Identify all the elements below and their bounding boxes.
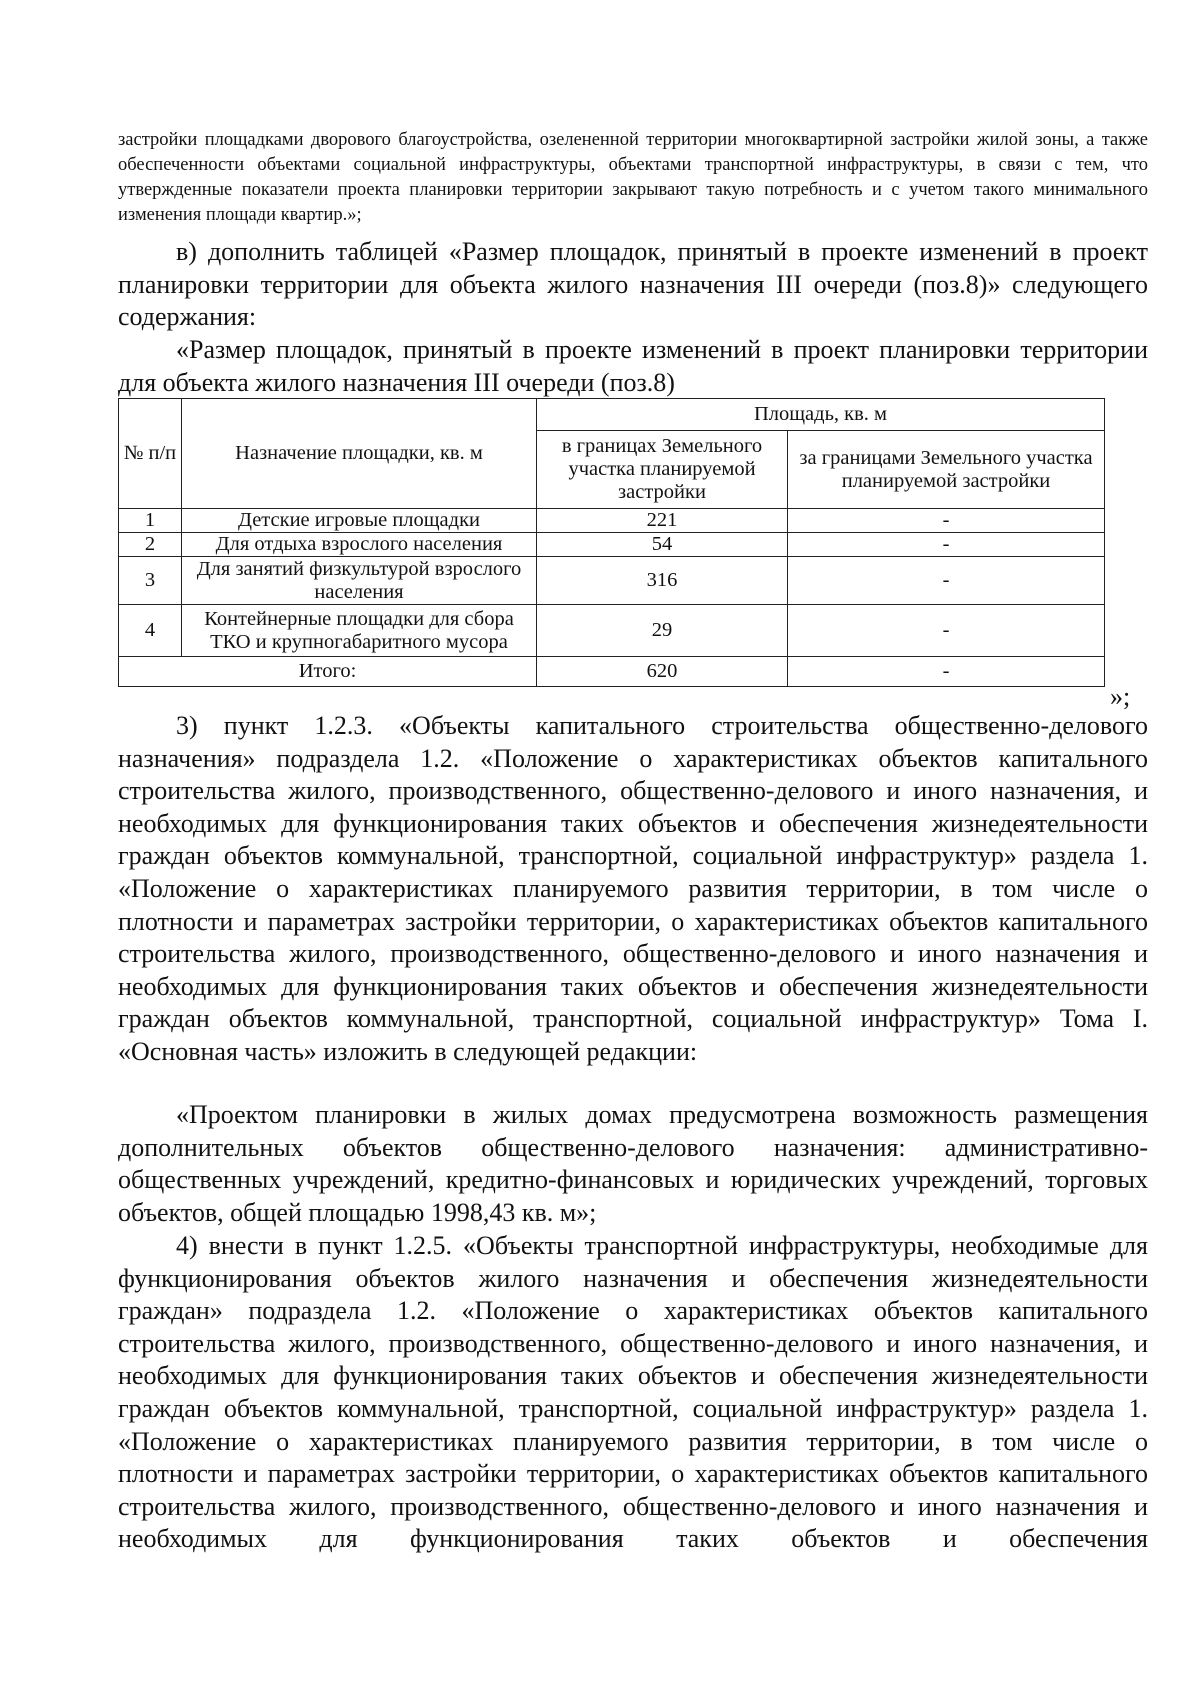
total-outside: - (788, 657, 1105, 687)
item-4-paragraph: 4) внести в пункт 1.2.5. «Объекты транспортной инфраструктуры, необходимые для функционирования объектов жилого назначения и обеспечения жизнедеятельности граждан» подраздела 1.2. «Положение о характеристиках объектов капитального строительства жилого, производственного, общественно-делового и иного назначения, и необходимых для функционирования таких объектов и обеспечения жизнедеятельности граждан объектов коммунальной, транспортной, социальной инфраструктур» раздела 1. «Положение о характеристиках планируемого развития территории, в том числе о плотности и параметрах застройки территории, о характеристиках объектов капитального строительства жилого, производственного, общественно-делового и иного назначения и необходимых для функционирования таких объектов и обеспечения (118, 1231, 1148, 1554)
header-area: Площадь, кв. м (537, 399, 1105, 431)
row-number: 3 (119, 557, 182, 605)
top-paragraph: застройки площадками дворового благоустройства, озелененной территории многоквартирной застройки жилой зоны, а также обеспеченности объектами социальной инфраструктуры, объектами транспортной инфраструктуры, в связи с тем, что утвержденные показатели проекта планировки территории закрывают такую потребность и с учетом такого минимального изменения площади квартир.»; (118, 130, 1148, 225)
row-number: 2 (119, 533, 182, 557)
table-total-row (119, 657, 1105, 687)
item-3-paragraph: 3) пункт 1.2.3. «Объекты капитального строительства общественно-делового назначения» подраздела 1.2. «Положение о характеристиках объектов капитального строительства жилого, производственного, общественно-делового и иного назначения, и необходимых для функционирования таких объектов и обеспечения жизнедеятельности граждан объектов коммунальной, транспортной, социальной инфраструктур» раздела 1. «Положение о характеристиках планируемого развития территории, в том числе о плотности и параметрах застройки территории, о характеристиках объектов капитального строительства жилого, производственного, общественно-делового и иного назначения и необходимых для функционирования таких объектов и обеспечения жизнедеятельности граждан объектов коммунальной, транспортной, социальной инфраструктур» Тома I. «Основная часть» изложить в следующей редакции: (118, 711, 1148, 1066)
item-v-paragraph: в) дополнить таблицей «Размер площадок, принятый в проекте изменений в проект планировки территории для объекта жилого назначения III очереди (поз.8)» следующего содержания: (118, 237, 1148, 332)
table-header-row (119, 399, 1105, 431)
quote-3-paragraph: «Проектом планировки в жилых домах предусмотрена возможность размещения дополнительных объектов общественно-делового назначения: административно-общественных учреждений, кредитно-финансовых и юридических учреждений, торговых объектов, общей площадью 1998,43 кв. м»; (118, 1100, 1148, 1227)
row-outside: - (788, 533, 1105, 557)
header-number: № п/п (119, 399, 182, 509)
total-label: Итого: (119, 657, 537, 687)
row-outside: - (788, 605, 1105, 657)
table-row (119, 605, 1105, 657)
sites-table (118, 398, 1105, 687)
header-inside: в границах Земельного участка планируемой застройки (537, 431, 788, 509)
row-outside: - (788, 509, 1105, 533)
row-inside: 29 (537, 605, 788, 657)
row-outside: - (788, 557, 1105, 605)
row-name: Детские игровые площадки (182, 509, 537, 533)
header-purpose: Назначение площадки, кв. м (182, 399, 537, 509)
header-outside: за границами Земельного участка планируемой застройки (788, 431, 1105, 509)
row-name: Для занятий физкультурой взрослого населения (182, 557, 537, 605)
table-title: «Размер площадок, принятый в проекте изменений в проект планировки территории для объекта жилого назначения III очереди (поз.8) (118, 335, 1148, 397)
row-name: Для отдыха взрослого населения (182, 533, 537, 557)
table-row (119, 533, 1105, 557)
total-inside: 620 (537, 657, 788, 687)
row-number: 4 (119, 605, 182, 657)
row-inside: 54 (537, 533, 788, 557)
row-name: Контейнерные площадки для сбора ТКО и крупногабаритного мусора (182, 605, 537, 657)
row-inside: 316 (537, 557, 788, 605)
table-closing-quote: »; (1110, 682, 1131, 711)
row-number: 1 (119, 509, 182, 533)
table-row (119, 557, 1105, 605)
row-inside: 221 (537, 509, 788, 533)
table-row (119, 509, 1105, 533)
